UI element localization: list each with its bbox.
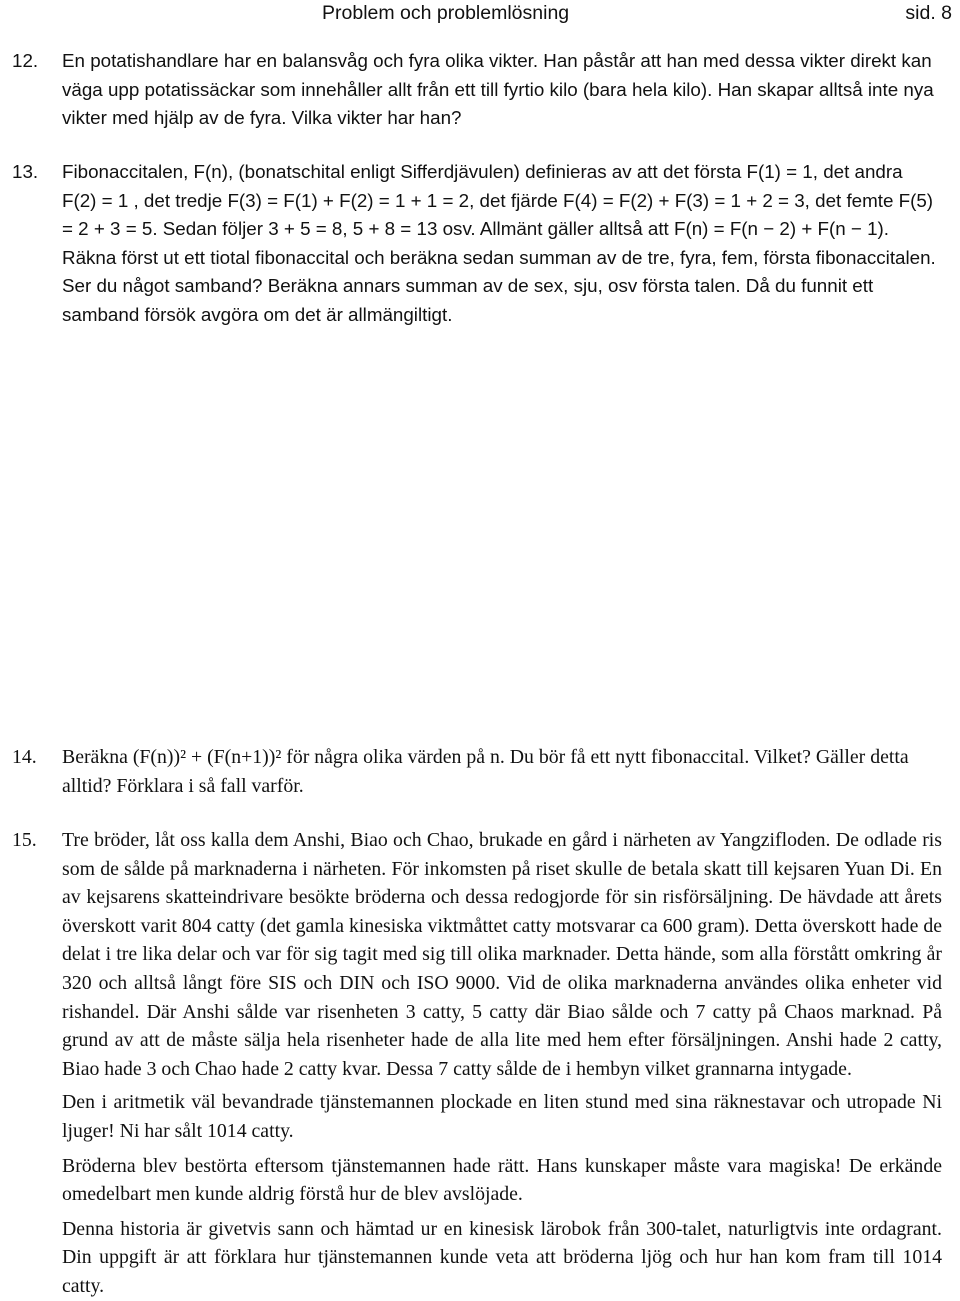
- story-paragraph-2: Den i aritmetik väl bevandrade tjänstemannen plockade en liten stund med sina räknestavar och utropade Ni ljuger! Ni har sålt 1014 catty.: [62, 1091, 942, 1142]
- problem-14: [12, 743, 942, 800]
- problem-15: [12, 826, 942, 1301]
- problem-number: 14.: [12, 746, 37, 768]
- problem-number: 12.: [12, 50, 39, 71]
- page-header: [322, 0, 952, 26]
- problem-number: 15.: [12, 829, 37, 851]
- problem-text: En potatishandlare har en balansvåg och fyra olika vikter. Han påstår att han med dessa vikter direkt kan väga upp potatissäckar som innehåller allt från ett till fyrtio kilo (bara hela kilo). Han skapar alltså inte nya vikter med hjälp av de fyra. Vilka vikter har han?: [62, 50, 934, 129]
- story-paragraph-4: Denna historia är givetvis sann och hämtad ur en kinesisk lärobok från 300-talet, naturligtvis inte ordagrant. Din uppgift är att förklara hur tjänstemannen kunde veta att bröderna ljög och hur han kom fram till 1014 catty.: [62, 1217, 942, 1297]
- problem-number: 13.: [12, 161, 39, 182]
- document-title: Problem och problemlösning: [322, 2, 570, 24]
- page-number: sid. 8: [905, 2, 952, 24]
- problem-text: Fibonaccitalen, F(n), (bonatschital enligt Sifferdjävulen) definieras av att det första F(1) = 1, det andra F(2) = 1 , det tredje F(3) = F(1) + F(2) = 1 + 1 = 2, det fjärde F(4) = F(2) + F(3) = 1 + 2 = 3, det femte F(5) = 2 + 3 = 5. Sedan följer 3 + 5 = 8, 5 + 8 = 13 osv. Allmänt gäller alltså att F(n) = F(n − 2) + F(n − 1). Räkna först ut ett tiotal fibonaccital och beräkna sedan summan av de tre, fyra, fem, första fibonaccitalen. Ser du något samband? Beräkna annars summan av de sex, sju, osv första talen. Då du funnit ett samband försök avgöra om det är allmängiltigt.: [62, 161, 936, 325]
- problem-text: Beräkna (F(n))² + (F(n+1))² för några olika värden på n. Du bör få ett nytt fibonaccital. Vilket? Gäller detta alltid? Förklara i så fall varför.: [62, 746, 909, 797]
- story-paragraph-1: Tre bröder, låt oss kalla dem Anshi, Biao och Chao, brukade en gård i närheten av Yangzifloden. De odlade ris som de sålde på marknaderna i närheten. För inkomsten på riset skulle de betala skatt till kejsaren Yuan Di. En av kejsarens skatteindrivare besökte bröderna och dessa redogjorde för sin risförsäljning. De hävdade att årets överskott varit 804 catty (det gamla kinesiska viktmåttet catty motsvarar ca 600 gram). Detta överskott hade de delat i tre lika delar och var för sig tagit med sig till olika marknader. Detta hände, som alla förstått omkring år 320 och alltså långt före SIS och DIN och ISO 9000. Vid de olika marknaderna användes olika enheter vid rishandel. Där Anshi sålde var risenheten 3 catty, 5 catty där Biao sålde och 7 catty på Chaos marknad. På grund av att de måste sälja hela risenheter hade de alla lite med hem efter försäljningen. Anshi hade 2 catty, Biao hade 3 och Chao hade 2 catty kvar. Dessa 7 catty sålde de i hembyn vilket grannarna intygade.: [62, 829, 942, 1080]
- problem-12: [12, 47, 942, 133]
- story-paragraph-3: Bröderna blev bestörta eftersom tjänstemannen hade rätt. Hans kunskaper måste vara magiska! De erkände omedelbart men kunde aldrig förstå hur de blev avslöjade.: [62, 1154, 942, 1206]
- problem-13: [12, 158, 942, 330]
